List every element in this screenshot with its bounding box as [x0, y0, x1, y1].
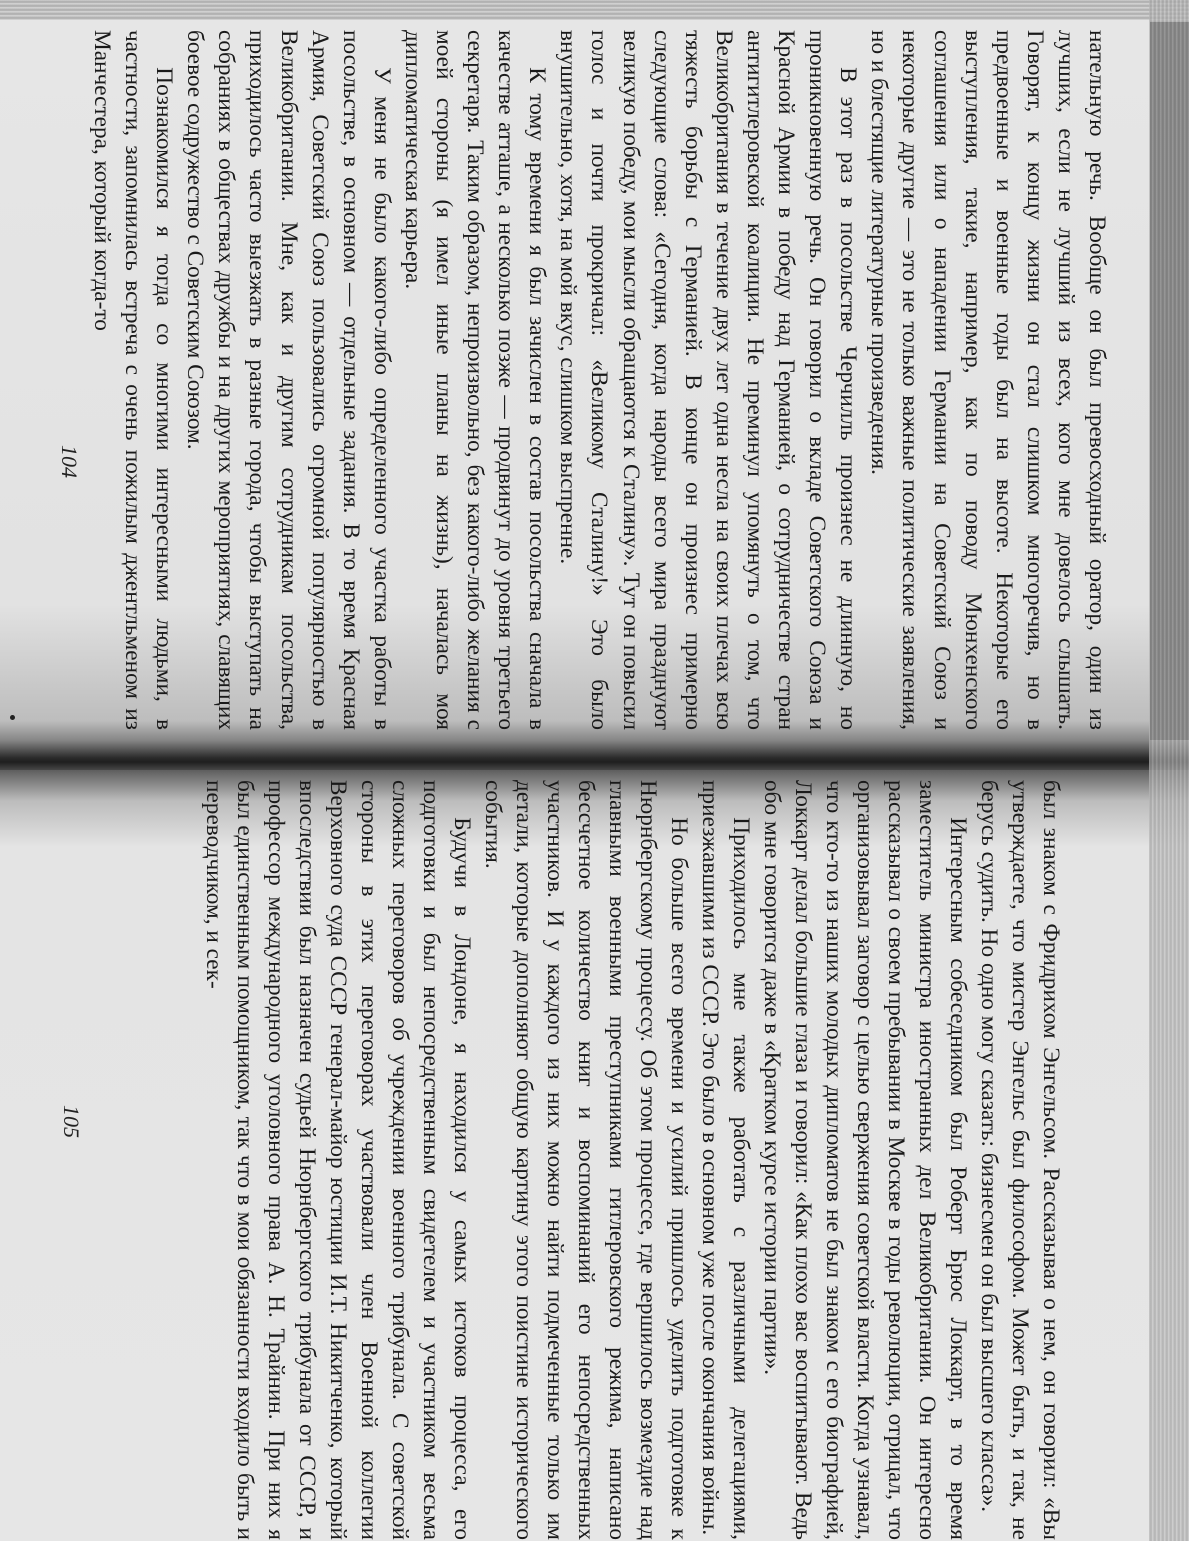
page-105-text [66, 780, 1066, 1540]
page-stack-edge-right [1149, 0, 1189, 1541]
page-105-paragraph: был знаком с Фридрихом Энгельсом. Рассказывая о нем, он говорил: «Вы утверждаете, что мистер Энгельс был философом. Может быть, и так, не берусь судить. Но одно могу сказать: бизнесмен он был высшего класса». [976, 780, 1064, 1540]
page-number-104: 104 [57, 445, 82, 478]
page-stack-edge-top [0, 0, 1189, 22]
page-105-paragraph: Но больше всего времени и усилий пришлось уделить подготовке к Нюрнбергскому процессу. Об этом процессе, где вершилось возмездие над главными военными преступниками гитлеровского режима, написано бессчетное количество книг и воспоминаний его непосредственных участников. И у каждого из них можно найти подмеченные только им детали, которые дополняют общую картину этого поистине исторического события. [480, 780, 692, 1540]
page-105-paragraph: Будучи в Лондоне, я находился у самых истоков процесса, его подготовки и был непосредственным свидетелем и участником весьма сложных переговоров об учреждении военного трибунала. С советской стороны в этих переговорах участвовали член Военной коллегии Верховного суда СССР генерал-майор юстиции И.Т. Никитченко, который впоследствии был назначен судьей Нюрнбергского трибунала от СССР, и профессор международного уголовного права А. Н. Трайнин. При них я был единственным помощником, так что в мои обязанности входило быть и переводчиком, и сек- [201, 780, 475, 1540]
page-104-paragraph: У меня не было какого-либо определенного участка работы в посольстве, в основном — отдельные задания. В то время Красная Армия, Советский Союз пользовались огромной популярностью в Великобритании. Мне, как и другим сотрудникам посольства, приходилось часто выезжать в разные города, чтобы выступать на собраниях в обществах дружбы и на других мероприятиях, славящих боевое содружество с Советским Союзом. [182, 30, 395, 730]
page-104-text [89, 30, 1112, 730]
page-number-105: 105 [59, 1105, 84, 1138]
page-104-paragraph: Познакомился я тогда со многими интересными людьми, в частности, запомнилась встреча с очень пожилым джентльменом из Манчестера, который когда-то [89, 30, 178, 730]
page-105-paragraph: Интересным собеседником был Роберт Брюс Локкарт, в то время заместитель министра иностранных дел Великобритании. Он интересно рассказывал о своем пребывании в Москве в годы революции, отрицал, что организовывал заговор с целью свержения советской власти. Когда узнавал, что кто-то из наших молодых дипломатов не был знаком с его биографией, Локкарт делал большие глаза и говорил: «Как плохо вас воспитывают. Ведь обо мне говорится даже в «Кратком курсе истории партии». [759, 780, 971, 1540]
page-104-paragraph: В этот раз в посольстве Черчилль произнес не длинную, но проникновенную речь. Он говорил о вкладе Советского Союза и Красной Армии в победу над Германией, о сотрудничестве стран антигитлеровской коалиции. Не преминул упомянуть о том, что Великобритания в течение двух лет одна несла на своих плечах всю тяжесть борьбы с Германией. В конце он произнес примерно следующие слова: «Сегодня, когда народы всего мира празднуют великую победу, мои мысли обращаются к Сталину». Тут он повысил голос и почти прокричал: «Великому Сталину!» Это было внушительно, хотя, на мой вкус, слишком выспренне. [555, 30, 862, 730]
page-104-paragraph: нательную речь. Вообще он был превосходный оратор, один из лучших, если не лучший из всех, кого мне довелось слышать. Говорят, к концу жизни он стал слишком многоречив, но в предвоенные и военные годы был на высоте. Некоторые его выступления, такие, например, как по поводу Мюнхенского соглашения или о нападении Германии на Советский Союз и некоторые другие — это не только важные политические заявления, но и блестящие литературные произведения. [866, 30, 1110, 730]
ink-speck [10, 715, 15, 720]
page-104-paragraph: К тому времени я был зачислен в состав посольства сначала в качестве атташе, а несколько позже — продвинут до уровня третьего секретаря. Таким образом, непроизвольно, без какого-либо желания с моей стороны (я имел иные планы на жизнь), началась моя дипломатическая карьера. [399, 30, 551, 730]
page-105-paragraph: Приходилось мне также работать с различными делегациями, приезжавшими из СССР. Это было в основном уже после окончания войны. [697, 780, 754, 1540]
